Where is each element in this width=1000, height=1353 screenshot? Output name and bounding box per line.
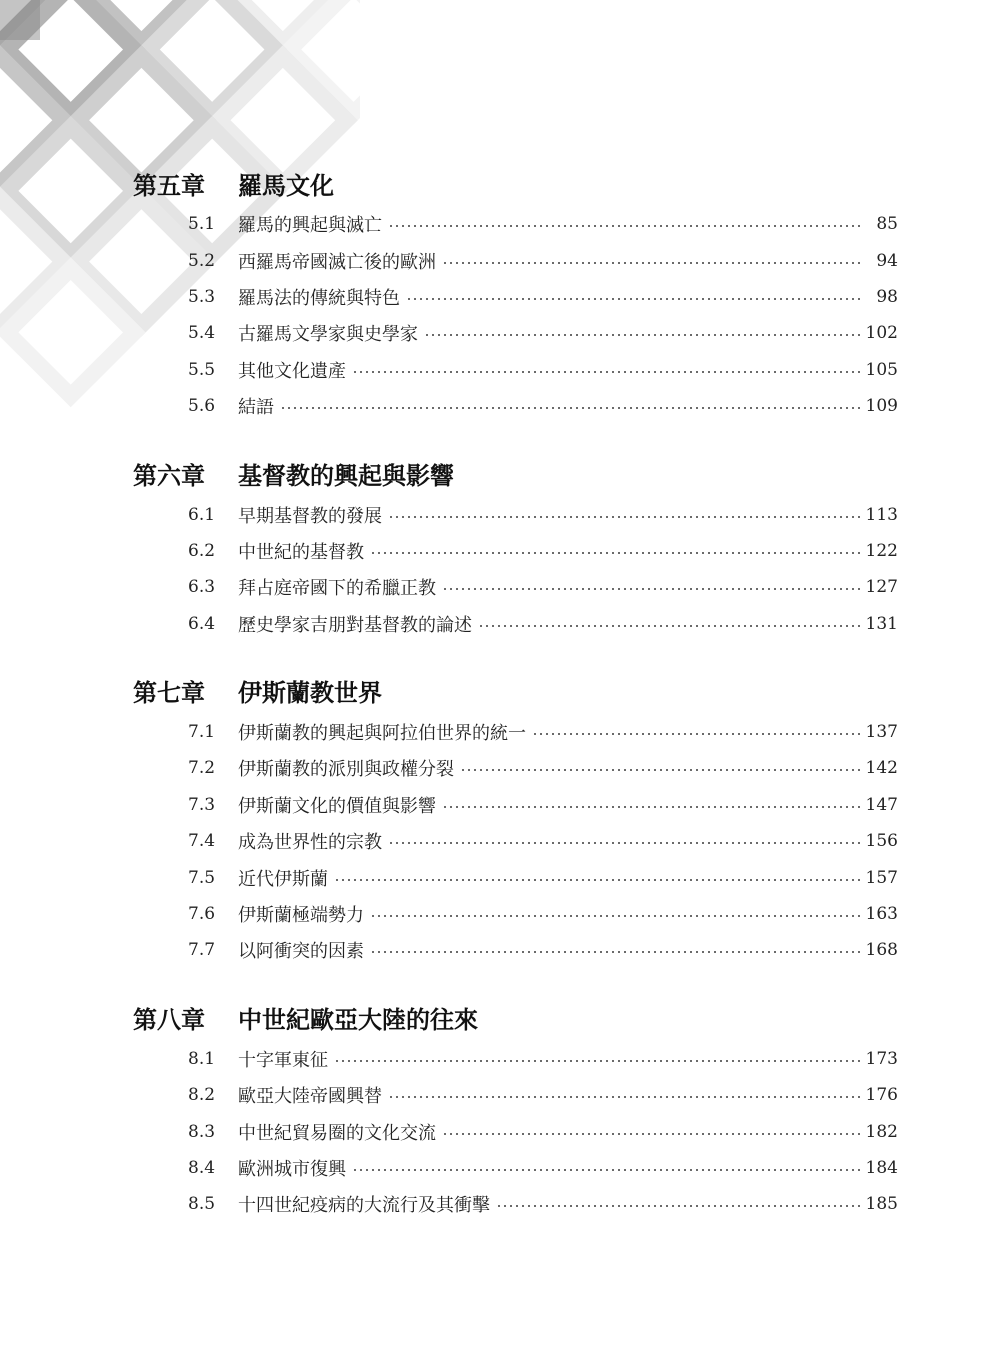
toc-entry-5-3[interactable] (133, 279, 898, 315)
page-number: 185 (865, 1194, 898, 1215)
toc-entry-7-1[interactable] (133, 714, 898, 750)
page-number: 137 (865, 722, 898, 743)
page-number: 156 (865, 831, 898, 852)
section-number: 7.6 (188, 904, 216, 925)
dot-leader (442, 806, 862, 808)
section-number: 8.5 (188, 1194, 216, 1215)
section-title: 伊斯蘭教的派別與政權分裂 (238, 759, 454, 781)
chapter-title: 中世紀歐亞大陸的往來 (238, 1005, 478, 1035)
section-number: 7.4 (188, 831, 216, 852)
section-title: 其他文化遺產 (238, 360, 346, 382)
chapter-title: 伊斯蘭教世界 (238, 678, 382, 708)
dot-leader (388, 225, 862, 227)
toc-entry-7-6[interactable] (133, 896, 898, 932)
toc-entry-8-1[interactable] (133, 1041, 898, 1077)
dot-leader (532, 733, 862, 735)
section-number: 8.1 (188, 1048, 216, 1069)
section-number: 5.1 (188, 214, 216, 235)
section-list (133, 1041, 898, 1223)
chapter-block-5 (133, 160, 898, 424)
toc-entry-5-4[interactable] (133, 315, 898, 351)
page-number: 168 (865, 940, 898, 961)
section-title: 十四世紀疫病的大流行及其衝擊 (238, 1195, 490, 1217)
page-number: 85 (876, 214, 898, 235)
section-title: 中世紀貿易圈的文化交流 (238, 1122, 436, 1144)
dot-leader (460, 769, 862, 771)
section-title: 伊斯蘭文化的價值與影響 (238, 795, 436, 817)
section-number: 7.2 (188, 758, 216, 779)
dot-leader (388, 516, 862, 518)
dot-leader (388, 842, 862, 844)
dot-leader (442, 1133, 862, 1135)
page-number: 127 (865, 577, 898, 598)
chapter-title: 基督教的興起與影響 (238, 460, 454, 490)
dot-leader (370, 552, 862, 554)
page-number: 173 (865, 1048, 898, 1069)
page-number: 176 (865, 1085, 898, 1106)
page-number: 157 (865, 867, 898, 888)
dot-leader (370, 951, 862, 953)
section-number: 7.5 (188, 867, 216, 888)
chapter-number: 第五章 (133, 170, 205, 200)
page-number: 182 (865, 1121, 898, 1142)
page-number: 109 (865, 396, 898, 417)
chapter-block-7 (133, 668, 898, 969)
section-title: 羅馬的興起與滅亡 (238, 215, 382, 237)
dot-leader (334, 1060, 862, 1062)
page-number: 98 (876, 286, 898, 307)
page-number: 184 (865, 1158, 898, 1178)
section-title: 歐亞大陸帝國興替 (238, 1086, 382, 1108)
section-title: 伊斯蘭極端勢力 (238, 905, 364, 927)
page-number: 94 (876, 250, 898, 271)
section-title: 中世紀的基督教 (238, 541, 364, 563)
section-number: 5.4 (188, 323, 216, 344)
dot-leader (334, 879, 862, 881)
section-number: 5.2 (188, 250, 216, 271)
section-title: 古羅馬文學家與史學家 (238, 324, 418, 346)
dot-leader (370, 915, 862, 917)
section-title: 成為世界性的宗教 (238, 832, 382, 854)
dot-leader (406, 298, 862, 300)
table-of-contents (133, 160, 898, 1223)
chapter-block-6 (133, 450, 898, 642)
section-title: 十字軍東征 (238, 1049, 328, 1071)
toc-entry-7-3[interactable] (133, 787, 898, 823)
section-number: 6.1 (188, 504, 216, 525)
chapter-number: 第六章 (133, 460, 205, 490)
section-title: 結語 (238, 397, 274, 419)
chapter-heading[interactable] (133, 668, 898, 714)
section-title: 羅馬法的傳統與特色 (238, 287, 400, 309)
dot-leader (352, 1169, 862, 1171)
dot-leader (388, 1096, 862, 1098)
dot-leader (496, 1205, 862, 1207)
chapter-number: 第七章 (133, 678, 205, 708)
chapter-title: 羅馬文化 (238, 170, 334, 200)
section-number: 5.5 (188, 359, 216, 380)
chapter-block-8 (133, 995, 898, 1223)
toc-entry-6-3[interactable] (133, 569, 898, 605)
section-title: 伊斯蘭教的興起與阿拉伯世界的統一 (238, 723, 526, 745)
section-list (133, 714, 898, 969)
section-number: 8.4 (188, 1158, 216, 1178)
toc-entry-5-2[interactable] (133, 242, 898, 278)
page-number: 147 (865, 794, 898, 815)
section-number: 6.4 (188, 613, 216, 634)
section-number: 7.3 (188, 794, 216, 815)
toc-entry-8-2[interactable] (133, 1077, 898, 1113)
section-title: 歷史學家吉朋對基督教的論述 (238, 614, 472, 636)
section-number: 6.3 (188, 577, 216, 598)
toc-entry-6-1[interactable] (133, 496, 898, 532)
toc-entry-7-7[interactable] (133, 932, 898, 968)
page-number: 102 (865, 323, 898, 344)
toc-entry-6-2[interactable] (133, 533, 898, 569)
section-list (133, 206, 898, 424)
dot-leader (442, 262, 862, 264)
dot-leader (478, 625, 862, 627)
page-number: 142 (865, 758, 898, 779)
toc-entry-6-4[interactable] (133, 606, 898, 642)
chapter-number: 第八章 (133, 1005, 205, 1035)
chapter-heading[interactable] (133, 160, 898, 206)
toc-entry-7-2[interactable] (133, 750, 898, 786)
dot-leader (280, 407, 862, 409)
toc-entry-7-4[interactable] (133, 823, 898, 859)
section-number: 7.7 (188, 940, 216, 961)
section-number: 6.2 (188, 540, 216, 561)
section-list (133, 496, 898, 642)
dot-leader (424, 334, 862, 336)
section-title: 拜占庭帝國下的希臘正教 (238, 578, 436, 600)
toc-entry-8-3[interactable] (133, 1113, 898, 1149)
page-number: 105 (865, 359, 898, 380)
toc-entry-5-6[interactable] (133, 388, 898, 424)
chapter-heading[interactable] (133, 450, 898, 496)
section-number: 7.1 (188, 722, 216, 743)
section-number: 5.6 (188, 396, 216, 417)
toc-entry-8-5[interactable] (133, 1186, 898, 1222)
toc-entry-7-5[interactable] (133, 859, 898, 895)
page-number: 163 (865, 904, 898, 925)
dot-leader (442, 588, 862, 590)
section-title: 西羅馬帝國滅亡後的歐洲 (238, 251, 436, 273)
dot-leader (352, 371, 862, 373)
chapter-heading[interactable] (133, 995, 898, 1041)
section-title: 歐洲城市復興 (238, 1159, 346, 1180)
section-title: 早期基督教的發展 (238, 505, 382, 527)
section-number: 8.3 (188, 1121, 216, 1142)
section-number: 8.2 (188, 1085, 216, 1106)
section-number: 5.3 (188, 286, 216, 307)
section-title: 以阿衝突的因素 (238, 941, 364, 963)
page-number: 131 (865, 613, 898, 634)
page-number: 122 (865, 540, 898, 561)
page-number: 113 (865, 504, 898, 525)
toc-entry-5-5[interactable] (133, 352, 898, 388)
toc-entry-5-1[interactable] (133, 206, 898, 242)
section-title: 近代伊斯蘭 (238, 868, 328, 890)
toc-entry-8-4[interactable] (133, 1150, 898, 1186)
